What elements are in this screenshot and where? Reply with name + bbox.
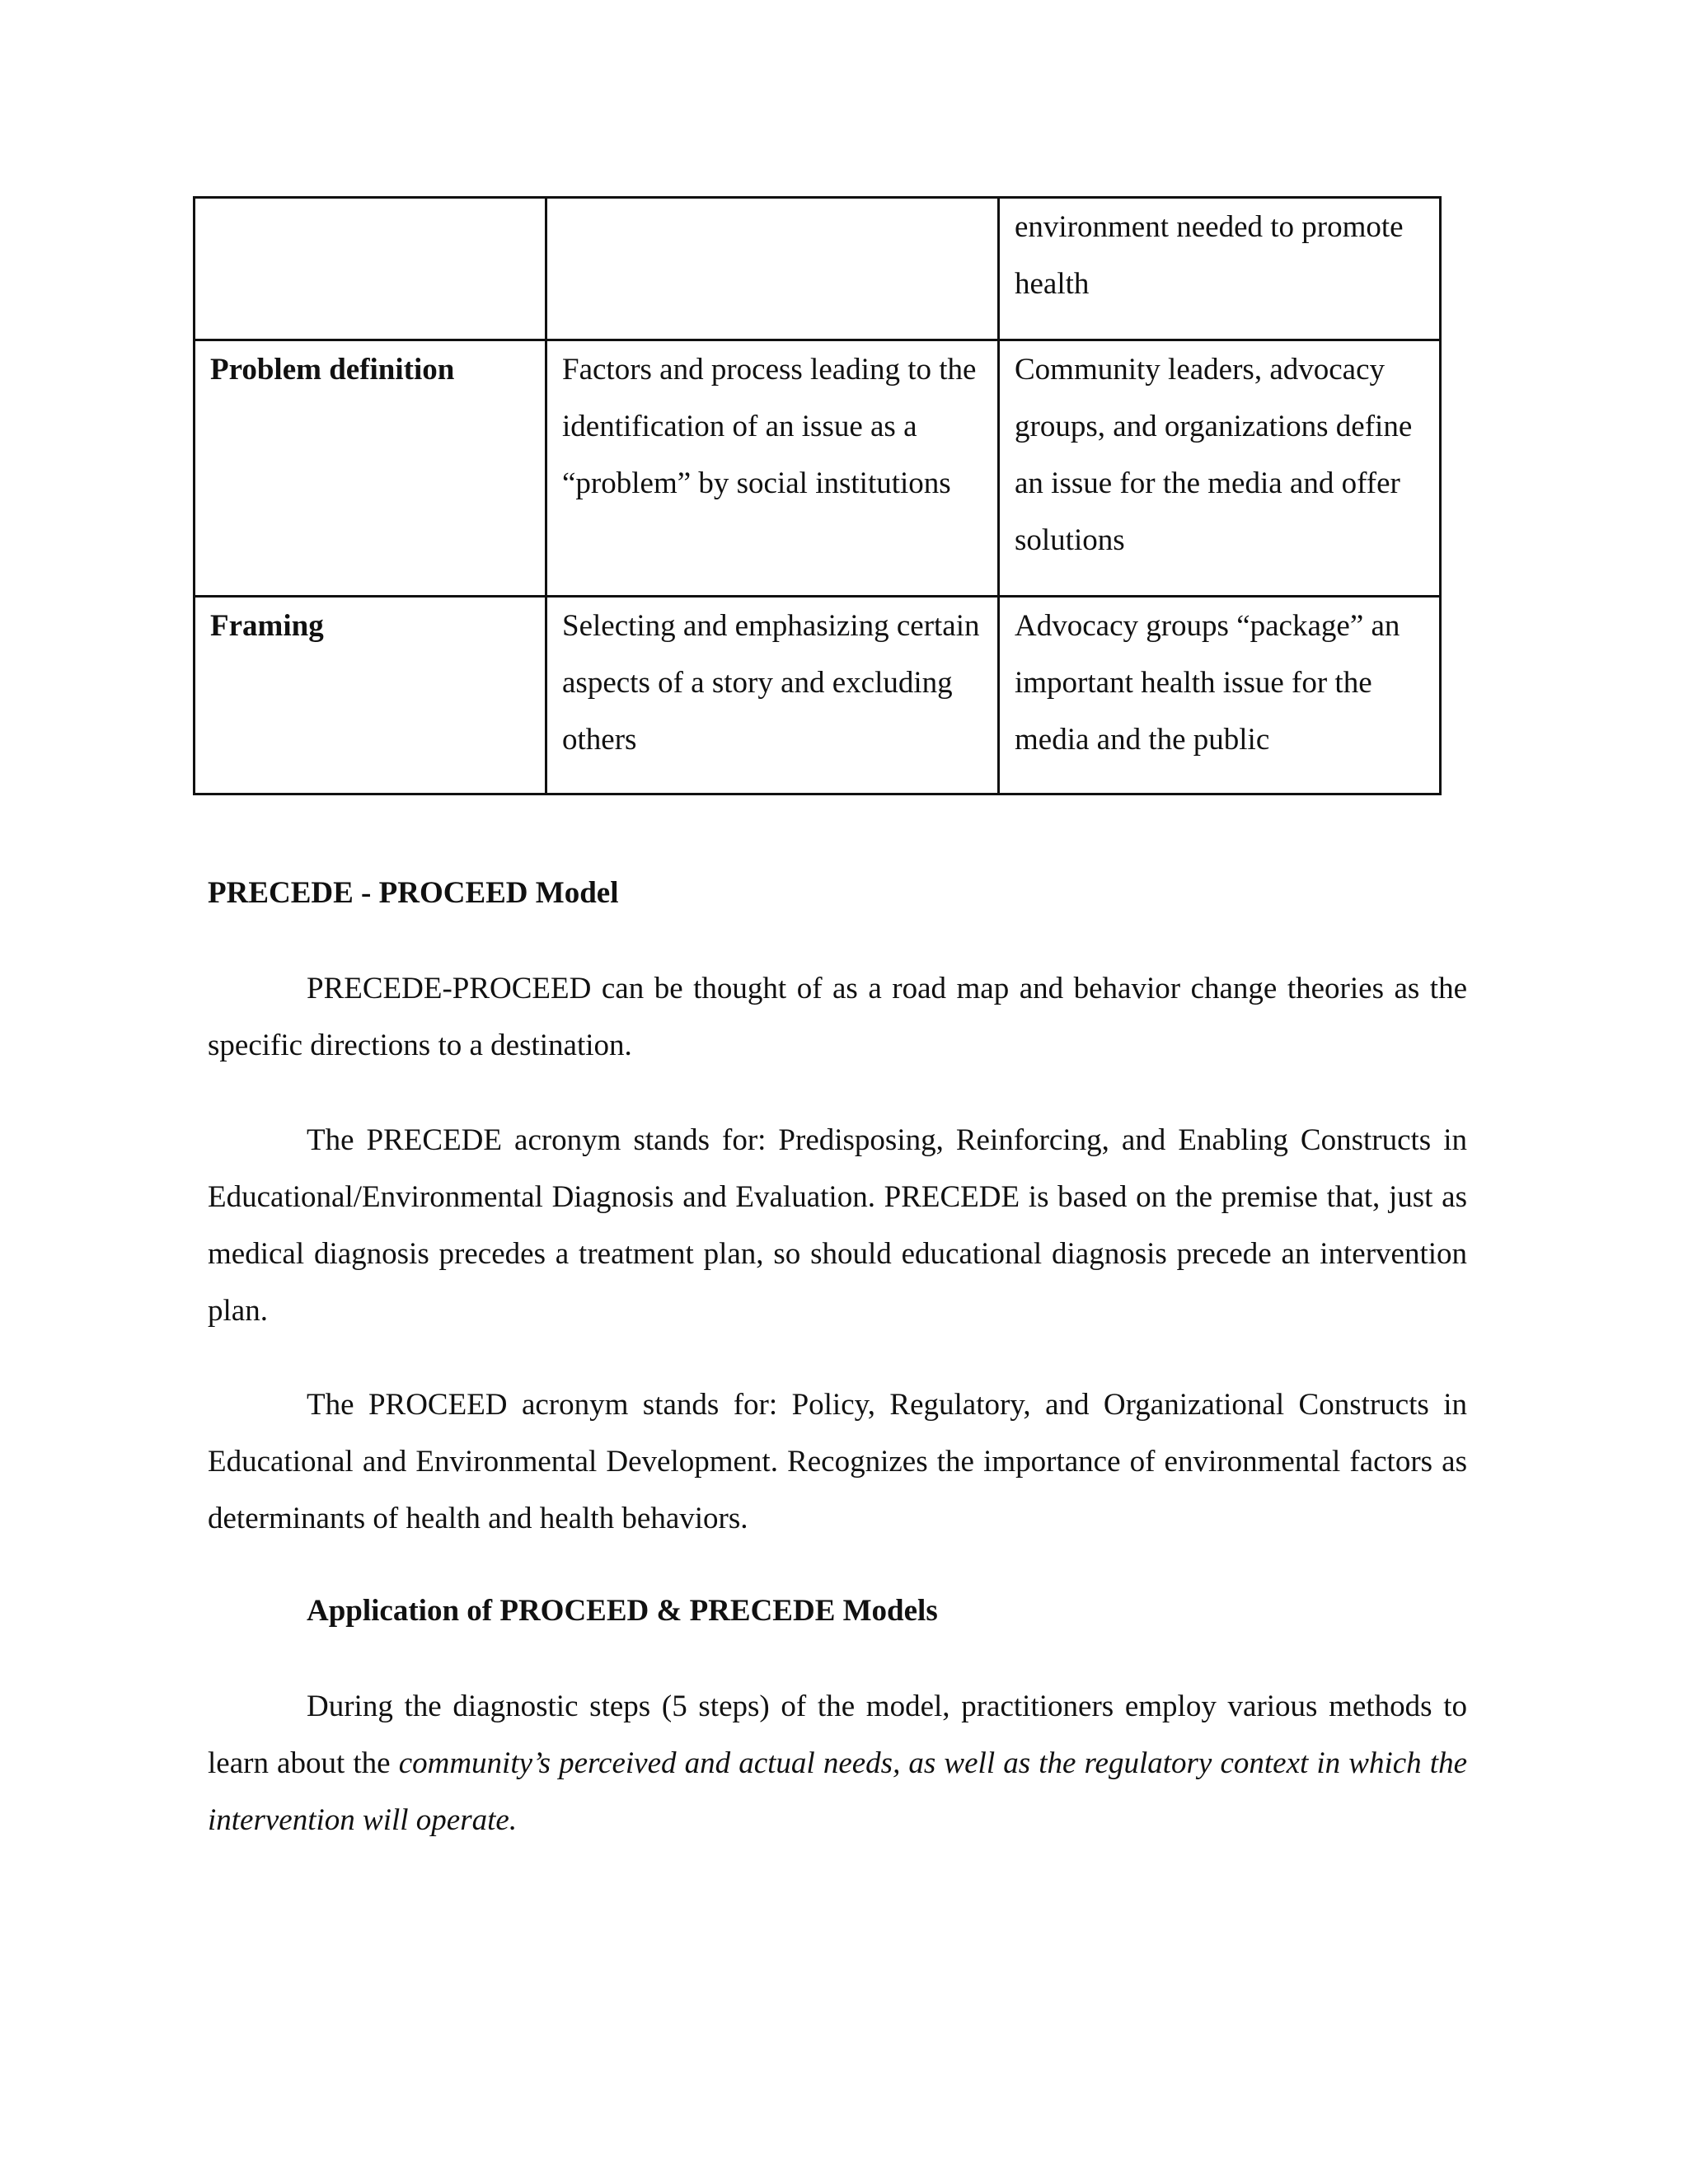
theory-concepts-table (193, 196, 1442, 795)
definition-text: Factors and process leading to the identification of an issue as a “problem” by social institutions (562, 353, 977, 500)
table-row (195, 198, 1441, 340)
concept-cell (195, 597, 546, 794)
application-cell (999, 198, 1441, 340)
concept-cell (195, 340, 546, 597)
concept-text: Framing (210, 609, 324, 643)
application-text: environment needed to promote health (1015, 210, 1404, 301)
concept-cell (195, 198, 546, 340)
application-text: Community leaders, advocacy groups, and organizations define an issue for the media and offer solutions (1015, 353, 1413, 557)
definition-text: Selecting and emphasizing certain aspects of a story and excluding others (562, 609, 980, 757)
table-row (195, 597, 1441, 794)
paragraph-plain-text: During the diagnostic steps (5 steps) of the model, practitioners employ various methods to learn about the (208, 1690, 1467, 1780)
application-cell (999, 340, 1441, 597)
definition-cell (546, 597, 999, 794)
body-paragraph (208, 1678, 1467, 1849)
subsection-heading: Application of PROCEED & PRECEDE Models (307, 1594, 938, 1628)
table-row (195, 340, 1441, 597)
body-paragraph: PRECEDE-PROCEED can be thought of as a road map and behavior change theories as the specific directions to a destination. (208, 972, 1467, 1062)
paragraph-italic-text: community’s perceived and actual needs, as well as the regulatory context in which the intervention will operate. (208, 1746, 1467, 1837)
concept-text: Problem definition (210, 353, 455, 387)
application-cell (999, 597, 1441, 794)
body-paragraph: The PRECEDE acronym stands for: Predisposing, Reinforcing, and Enabling Constructs in Educational/Environmental Diagnosis and Evaluation. PRECEDE is based on the premise that, just as medical diagnosis precedes a treatment plan, so should educational diagnosis precede an intervention plan. (208, 1123, 1467, 1328)
definition-cell (546, 198, 999, 340)
body-paragraph: The PROCEED acronym stands for: Policy, Regulatory, and Organizational Constructs in Educational and Environmental Development. Recognizes the importance of environmental factors as determinants of health and health behaviors. (208, 1388, 1467, 1535)
definition-cell (546, 340, 999, 597)
section-heading: PRECEDE - PROCEED Model (208, 876, 619, 910)
application-text: Advocacy groups “package” an important health issue for the media and the public (1015, 609, 1400, 757)
